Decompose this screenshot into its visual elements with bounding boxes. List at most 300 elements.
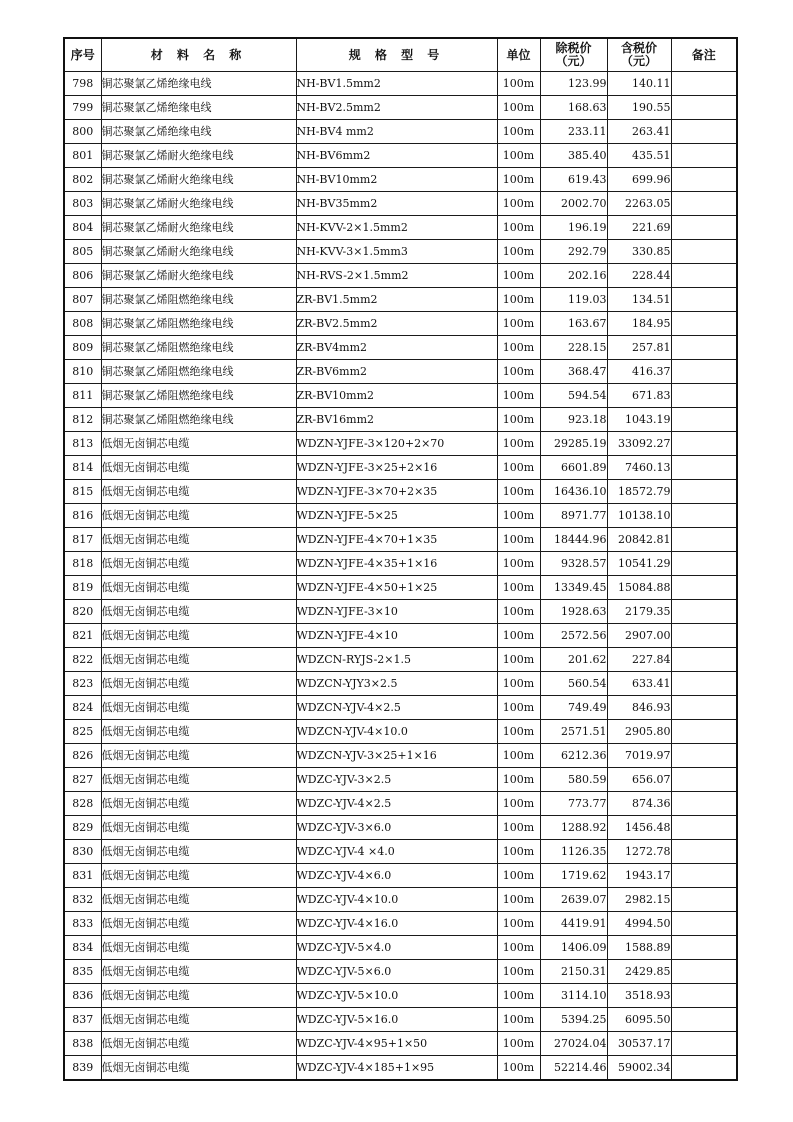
cell-no: 799: [64, 96, 101, 120]
table-row: [64, 960, 737, 984]
cell-remark: [671, 1032, 737, 1056]
cell-price-inc-tax: 257.81: [607, 336, 671, 360]
cell-name: 低烟无卤铜芯电缆: [101, 1056, 296, 1081]
cell-price-ex-tax: 923.18: [540, 408, 607, 432]
cell-name: 低烟无卤铜芯电缆: [101, 552, 296, 576]
cell-spec: NH-BV35mm2: [296, 192, 497, 216]
cell-price-ex-tax: 168.63: [540, 96, 607, 120]
cell-unit: 100m: [497, 816, 540, 840]
table-row: [64, 792, 737, 816]
cell-unit: 100m: [497, 504, 540, 528]
cell-no: 836: [64, 984, 101, 1008]
cell-unit: 100m: [497, 264, 540, 288]
cell-price-inc-tax: 671.83: [607, 384, 671, 408]
cell-price-inc-tax: 10138.10: [607, 504, 671, 528]
table-row: [64, 456, 737, 480]
cell-price-ex-tax: 201.62: [540, 648, 607, 672]
cell-remark: [671, 240, 737, 264]
cell-price-inc-tax: 18572.79: [607, 480, 671, 504]
cell-price-ex-tax: 119.03: [540, 288, 607, 312]
cell-no: 820: [64, 600, 101, 624]
cell-price-ex-tax: 29285.19: [540, 432, 607, 456]
cell-price-inc-tax: 7460.13: [607, 456, 671, 480]
cell-no: 822: [64, 648, 101, 672]
cell-remark: [671, 456, 737, 480]
table-row: [64, 144, 737, 168]
cell-name: 低烟无卤铜芯电缆: [101, 576, 296, 600]
cell-remark: [671, 744, 737, 768]
cell-price-ex-tax: 773.77: [540, 792, 607, 816]
cell-price-ex-tax: 2002.70: [540, 192, 607, 216]
table-row: [64, 1032, 737, 1056]
cell-no: 826: [64, 744, 101, 768]
cell-price-ex-tax: 594.54: [540, 384, 607, 408]
cell-remark: [671, 720, 737, 744]
cell-unit: 100m: [497, 480, 540, 504]
cell-price-ex-tax: 163.67: [540, 312, 607, 336]
header-price-inc-tax-unit: （元）: [620, 54, 657, 68]
cell-remark: [671, 72, 737, 96]
cell-name: 铜芯聚氯乙烯绝缘电线: [101, 72, 296, 96]
cell-no: 834: [64, 936, 101, 960]
cell-name: 低烟无卤铜芯电缆: [101, 480, 296, 504]
cell-no: 800: [64, 120, 101, 144]
cell-spec: NH-BV1.5mm2: [296, 72, 497, 96]
cell-no: 821: [64, 624, 101, 648]
cell-remark: [671, 1056, 737, 1081]
cell-price-inc-tax: 228.44: [607, 264, 671, 288]
cell-unit: 100m: [497, 648, 540, 672]
cell-unit: 100m: [497, 528, 540, 552]
cell-spec: WDZC-YJV-5×10.0: [296, 984, 497, 1008]
cell-name: 低烟无卤铜芯电缆: [101, 672, 296, 696]
cell-name: 铜芯聚氯乙烯耐火绝缘电线: [101, 264, 296, 288]
cell-unit: 100m: [497, 792, 540, 816]
table-row: [64, 720, 737, 744]
cell-unit: 100m: [497, 744, 540, 768]
table-row: [64, 624, 737, 648]
cell-unit: 100m: [497, 288, 540, 312]
cell-name: 低烟无卤铜芯电缆: [101, 696, 296, 720]
cell-unit: 100m: [497, 1056, 540, 1081]
cell-remark: [671, 336, 737, 360]
cell-remark: [671, 216, 737, 240]
cell-name: 低烟无卤铜芯电缆: [101, 768, 296, 792]
cell-remark: [671, 672, 737, 696]
table-row: [64, 504, 737, 528]
cell-price-inc-tax: 416.37: [607, 360, 671, 384]
header-price-inc-tax: [607, 38, 671, 72]
cell-remark: [671, 96, 737, 120]
cell-remark: [671, 840, 737, 864]
cell-remark: [671, 192, 737, 216]
cell-spec: WDZN-YJFE-4×50+1×25: [296, 576, 497, 600]
cell-price-inc-tax: 846.93: [607, 696, 671, 720]
cell-price-ex-tax: 1719.62: [540, 864, 607, 888]
cell-no: 829: [64, 816, 101, 840]
cell-remark: [671, 360, 737, 384]
cell-price-inc-tax: 1456.48: [607, 816, 671, 840]
header-unit: 单位: [497, 38, 540, 72]
cell-price-ex-tax: 228.15: [540, 336, 607, 360]
cell-price-ex-tax: 3114.10: [540, 984, 607, 1008]
cell-name: 铜芯聚氯乙烯阻燃绝缘电线: [101, 288, 296, 312]
cell-remark: [671, 792, 737, 816]
cell-no: 830: [64, 840, 101, 864]
table-row: [64, 336, 737, 360]
header-price-ex-tax: [540, 38, 607, 72]
cell-price-inc-tax: 33092.27: [607, 432, 671, 456]
cell-name: 低烟无卤铜芯电缆: [101, 1032, 296, 1056]
cell-price-inc-tax: 2429.85: [607, 960, 671, 984]
cell-remark: [671, 912, 737, 936]
cell-price-ex-tax: 1928.63: [540, 600, 607, 624]
cell-name: 低烟无卤铜芯电缆: [101, 600, 296, 624]
cell-price-ex-tax: 196.19: [540, 216, 607, 240]
cell-no: 824: [64, 696, 101, 720]
table-row: [64, 432, 737, 456]
cell-unit: 100m: [497, 912, 540, 936]
cell-price-ex-tax: 560.54: [540, 672, 607, 696]
cell-price-inc-tax: 20842.81: [607, 528, 671, 552]
cell-unit: 100m: [497, 1032, 540, 1056]
table-row: [64, 936, 737, 960]
cell-unit: 100m: [497, 312, 540, 336]
cell-name: 铜芯聚氯乙烯耐火绝缘电线: [101, 216, 296, 240]
cell-spec: WDZC-YJV-4×185+1×95: [296, 1056, 497, 1081]
cell-no: 809: [64, 336, 101, 360]
cell-price-inc-tax: 656.07: [607, 768, 671, 792]
cell-spec: NH-KVV-2×1.5mm2: [296, 216, 497, 240]
cell-name: 铜芯聚氯乙烯绝缘电线: [101, 120, 296, 144]
cell-unit: 100m: [497, 600, 540, 624]
table-row: [64, 984, 737, 1008]
header-name: [101, 38, 296, 72]
cell-remark: [671, 624, 737, 648]
cell-unit: 100m: [497, 840, 540, 864]
table-body: [64, 72, 737, 1081]
table-row: [64, 552, 737, 576]
cell-unit: 100m: [497, 552, 540, 576]
cell-unit: 100m: [497, 96, 540, 120]
cell-unit: 100m: [497, 360, 540, 384]
cell-price-ex-tax: 2639.07: [540, 888, 607, 912]
cell-spec: ZR-BV16mm2: [296, 408, 497, 432]
cell-name: 低烟无卤铜芯电缆: [101, 1008, 296, 1032]
cell-spec: WDZN-YJFE-3×120+2×70: [296, 432, 497, 456]
table-row: [64, 768, 737, 792]
cell-price-inc-tax: 1272.78: [607, 840, 671, 864]
table-row: [64, 1008, 737, 1032]
cell-remark: [671, 288, 737, 312]
cell-price-ex-tax: 2150.31: [540, 960, 607, 984]
cell-price-inc-tax: 1588.89: [607, 936, 671, 960]
cell-remark: [671, 768, 737, 792]
cell-price-ex-tax: 368.47: [540, 360, 607, 384]
cell-spec: ZR-BV6mm2: [296, 360, 497, 384]
cell-unit: 100m: [497, 888, 540, 912]
cell-spec: ZR-BV1.5mm2: [296, 288, 497, 312]
table-row: [64, 888, 737, 912]
cell-name: 低烟无卤铜芯电缆: [101, 720, 296, 744]
cell-spec: WDZCN-YJY3×2.5: [296, 672, 497, 696]
cell-price-inc-tax: 633.41: [607, 672, 671, 696]
cell-price-ex-tax: 8971.77: [540, 504, 607, 528]
cell-no: 807: [64, 288, 101, 312]
cell-price-inc-tax: 140.11: [607, 72, 671, 96]
cell-spec: WDZC-YJV-4×16.0: [296, 912, 497, 936]
cell-name: 低烟无卤铜芯电缆: [101, 624, 296, 648]
cell-spec: WDZN-YJFE-4×10: [296, 624, 497, 648]
table-row: [64, 912, 737, 936]
cell-unit: 100m: [497, 168, 540, 192]
cell-price-inc-tax: 1943.17: [607, 864, 671, 888]
cell-remark: [671, 984, 737, 1008]
cell-remark: [671, 1008, 737, 1032]
cell-spec: WDZN-YJFE-3×25+2×16: [296, 456, 497, 480]
header-price-ex-tax-unit: （元）: [555, 54, 592, 68]
cell-no: 825: [64, 720, 101, 744]
table-header-row: [64, 38, 737, 72]
cell-spec: WDZN-YJFE-3×10: [296, 600, 497, 624]
cell-name: 低烟无卤铜芯电缆: [101, 648, 296, 672]
cell-price-inc-tax: 59002.34: [607, 1056, 671, 1081]
cell-remark: [671, 936, 737, 960]
cell-name: 铜芯聚氯乙烯阻燃绝缘电线: [101, 360, 296, 384]
cell-unit: 100m: [497, 120, 540, 144]
cell-price-inc-tax: 1043.19: [607, 408, 671, 432]
cell-price-inc-tax: 435.51: [607, 144, 671, 168]
cell-spec: WDZC-YJV-4×10.0: [296, 888, 497, 912]
cell-price-inc-tax: 221.69: [607, 216, 671, 240]
cell-price-ex-tax: 1406.09: [540, 936, 607, 960]
cell-price-ex-tax: 27024.04: [540, 1032, 607, 1056]
cell-unit: 100m: [497, 984, 540, 1008]
cell-name: 低烟无卤铜芯电缆: [101, 792, 296, 816]
cell-price-inc-tax: 330.85: [607, 240, 671, 264]
cell-price-inc-tax: 4994.50: [607, 912, 671, 936]
cell-remark: [671, 120, 737, 144]
cell-price-ex-tax: 5394.25: [540, 1008, 607, 1032]
cell-price-ex-tax: 1126.35: [540, 840, 607, 864]
cell-price-ex-tax: 202.16: [540, 264, 607, 288]
cell-no: 835: [64, 960, 101, 984]
cell-spec: WDZC-YJV-3×6.0: [296, 816, 497, 840]
cell-price-inc-tax: 190.55: [607, 96, 671, 120]
cell-spec: NH-BV6mm2: [296, 144, 497, 168]
cell-spec: NH-BV4 mm2: [296, 120, 497, 144]
cell-spec: WDZC-YJV-3×2.5: [296, 768, 497, 792]
cell-price-ex-tax: 123.99: [540, 72, 607, 96]
cell-unit: 100m: [497, 864, 540, 888]
header-remark: 备注: [671, 38, 737, 72]
table-row: [64, 264, 737, 288]
cell-price-inc-tax: 6095.50: [607, 1008, 671, 1032]
table-row: [64, 408, 737, 432]
cell-unit: 100m: [497, 408, 540, 432]
cell-price-inc-tax: 184.95: [607, 312, 671, 336]
cell-spec: ZR-BV10mm2: [296, 384, 497, 408]
cell-price-ex-tax: 6212.36: [540, 744, 607, 768]
cell-name: 铜芯聚氯乙烯耐火绝缘电线: [101, 144, 296, 168]
cell-spec: WDZC-YJV-5×6.0: [296, 960, 497, 984]
cell-no: 827: [64, 768, 101, 792]
cell-spec: WDZC-YJV-5×4.0: [296, 936, 497, 960]
table-row: [64, 648, 737, 672]
table-row: [64, 72, 737, 96]
cell-unit: 100m: [497, 1008, 540, 1032]
cell-no: 839: [64, 1056, 101, 1081]
cell-no: 823: [64, 672, 101, 696]
cell-unit: 100m: [497, 384, 540, 408]
cell-spec: WDZCN-RYJS-2×1.5: [296, 648, 497, 672]
cell-no: 798: [64, 72, 101, 96]
cell-unit: 100m: [497, 624, 540, 648]
cell-remark: [671, 816, 737, 840]
cell-spec: WDZC-YJV-4×2.5: [296, 792, 497, 816]
table-row: [64, 672, 737, 696]
header-spec-label: 规 格 型 号: [348, 47, 445, 62]
cell-spec: NH-BV2.5mm2: [296, 96, 497, 120]
cell-price-ex-tax: 619.43: [540, 168, 607, 192]
table-row: [64, 480, 737, 504]
cell-unit: 100m: [497, 720, 540, 744]
cell-name: 铜芯聚氯乙烯绝缘电线: [101, 96, 296, 120]
cell-unit: 100m: [497, 576, 540, 600]
header-spec: [296, 38, 497, 72]
cell-spec: WDZN-YJFE-4×35+1×16: [296, 552, 497, 576]
table-row: [64, 96, 737, 120]
cell-unit: 100m: [497, 936, 540, 960]
cell-name: 低烟无卤铜芯电缆: [101, 456, 296, 480]
cell-no: 808: [64, 312, 101, 336]
cell-price-ex-tax: 1288.92: [540, 816, 607, 840]
price-table: [63, 37, 738, 1081]
cell-remark: [671, 648, 737, 672]
table-row: [64, 192, 737, 216]
cell-price-inc-tax: 2982.15: [607, 888, 671, 912]
cell-name: 低烟无卤铜芯电缆: [101, 816, 296, 840]
cell-price-ex-tax: 2571.51: [540, 720, 607, 744]
cell-remark: [671, 864, 737, 888]
cell-spec: WDZCN-YJV-4×10.0: [296, 720, 497, 744]
cell-unit: 100m: [497, 144, 540, 168]
cell-spec: WDZCN-YJV-3×25+1×16: [296, 744, 497, 768]
cell-remark: [671, 480, 737, 504]
cell-price-ex-tax: 9328.57: [540, 552, 607, 576]
cell-name: 铜芯聚氯乙烯阻燃绝缘电线: [101, 408, 296, 432]
cell-price-ex-tax: 233.11: [540, 120, 607, 144]
cell-name: 铜芯聚氯乙烯阻燃绝缘电线: [101, 312, 296, 336]
table-row: [64, 384, 737, 408]
cell-unit: 100m: [497, 768, 540, 792]
cell-no: 828: [64, 792, 101, 816]
cell-price-ex-tax: 2572.56: [540, 624, 607, 648]
cell-name: 铜芯聚氯乙烯耐火绝缘电线: [101, 240, 296, 264]
cell-price-ex-tax: 52214.46: [540, 1056, 607, 1081]
cell-unit: 100m: [497, 456, 540, 480]
cell-remark: [671, 408, 737, 432]
cell-unit: 100m: [497, 696, 540, 720]
cell-name: 低烟无卤铜芯电缆: [101, 432, 296, 456]
cell-remark: [671, 960, 737, 984]
cell-price-ex-tax: 292.79: [540, 240, 607, 264]
header-price-ex-tax-label: 除税价: [555, 41, 592, 55]
cell-no: 810: [64, 360, 101, 384]
cell-remark: [671, 888, 737, 912]
cell-remark: [671, 432, 737, 456]
cell-no: 812: [64, 408, 101, 432]
table-row: [64, 576, 737, 600]
cell-no: 813: [64, 432, 101, 456]
table-row: [64, 600, 737, 624]
cell-remark: [671, 312, 737, 336]
cell-no: 833: [64, 912, 101, 936]
table-row: [64, 1056, 737, 1081]
cell-spec: WDZC-YJV-4×95+1×50: [296, 1032, 497, 1056]
cell-price-inc-tax: 30537.17: [607, 1032, 671, 1056]
cell-spec: NH-KVV-3×1.5mm3: [296, 240, 497, 264]
table-row: [64, 816, 737, 840]
cell-unit: 100m: [497, 216, 540, 240]
cell-price-ex-tax: 16436.10: [540, 480, 607, 504]
cell-spec: WDZN-YJFE-3×70+2×35: [296, 480, 497, 504]
cell-name: 低烟无卤铜芯电缆: [101, 864, 296, 888]
cell-spec: ZR-BV4mm2: [296, 336, 497, 360]
table-row: [64, 240, 737, 264]
cell-no: 832: [64, 888, 101, 912]
cell-price-ex-tax: 749.49: [540, 696, 607, 720]
cell-price-inc-tax: 134.51: [607, 288, 671, 312]
table-row: [64, 216, 737, 240]
cell-spec: WDZN-YJFE-4×70+1×35: [296, 528, 497, 552]
cell-unit: 100m: [497, 240, 540, 264]
cell-no: 817: [64, 528, 101, 552]
cell-spec: WDZCN-YJV-4×2.5: [296, 696, 497, 720]
cell-name: 低烟无卤铜芯电缆: [101, 744, 296, 768]
cell-unit: 100m: [497, 336, 540, 360]
cell-name: 低烟无卤铜芯电缆: [101, 960, 296, 984]
cell-no: 801: [64, 144, 101, 168]
cell-name: 低烟无卤铜芯电缆: [101, 528, 296, 552]
cell-spec: ZR-BV2.5mm2: [296, 312, 497, 336]
cell-price-ex-tax: 580.59: [540, 768, 607, 792]
cell-name: 低烟无卤铜芯电缆: [101, 504, 296, 528]
cell-remark: [671, 696, 737, 720]
header-price-inc-tax-label: 含税价: [620, 41, 657, 55]
table-row: [64, 696, 737, 720]
cell-no: 805: [64, 240, 101, 264]
cell-name: 铜芯聚氯乙烯阻燃绝缘电线: [101, 384, 296, 408]
cell-spec: WDZC-YJV-4×6.0: [296, 864, 497, 888]
cell-remark: [671, 264, 737, 288]
cell-remark: [671, 144, 737, 168]
cell-price-ex-tax: 6601.89: [540, 456, 607, 480]
cell-name: 低烟无卤铜芯电缆: [101, 840, 296, 864]
cell-no: 806: [64, 264, 101, 288]
cell-price-inc-tax: 227.84: [607, 648, 671, 672]
cell-unit: 100m: [497, 960, 540, 984]
cell-no: 815: [64, 480, 101, 504]
cell-name: 铜芯聚氯乙烯耐火绝缘电线: [101, 192, 296, 216]
table-row: [64, 528, 737, 552]
cell-unit: 100m: [497, 192, 540, 216]
cell-remark: [671, 552, 737, 576]
table-row: [64, 744, 737, 768]
cell-unit: 100m: [497, 672, 540, 696]
cell-unit: 100m: [497, 72, 540, 96]
cell-no: 837: [64, 1008, 101, 1032]
